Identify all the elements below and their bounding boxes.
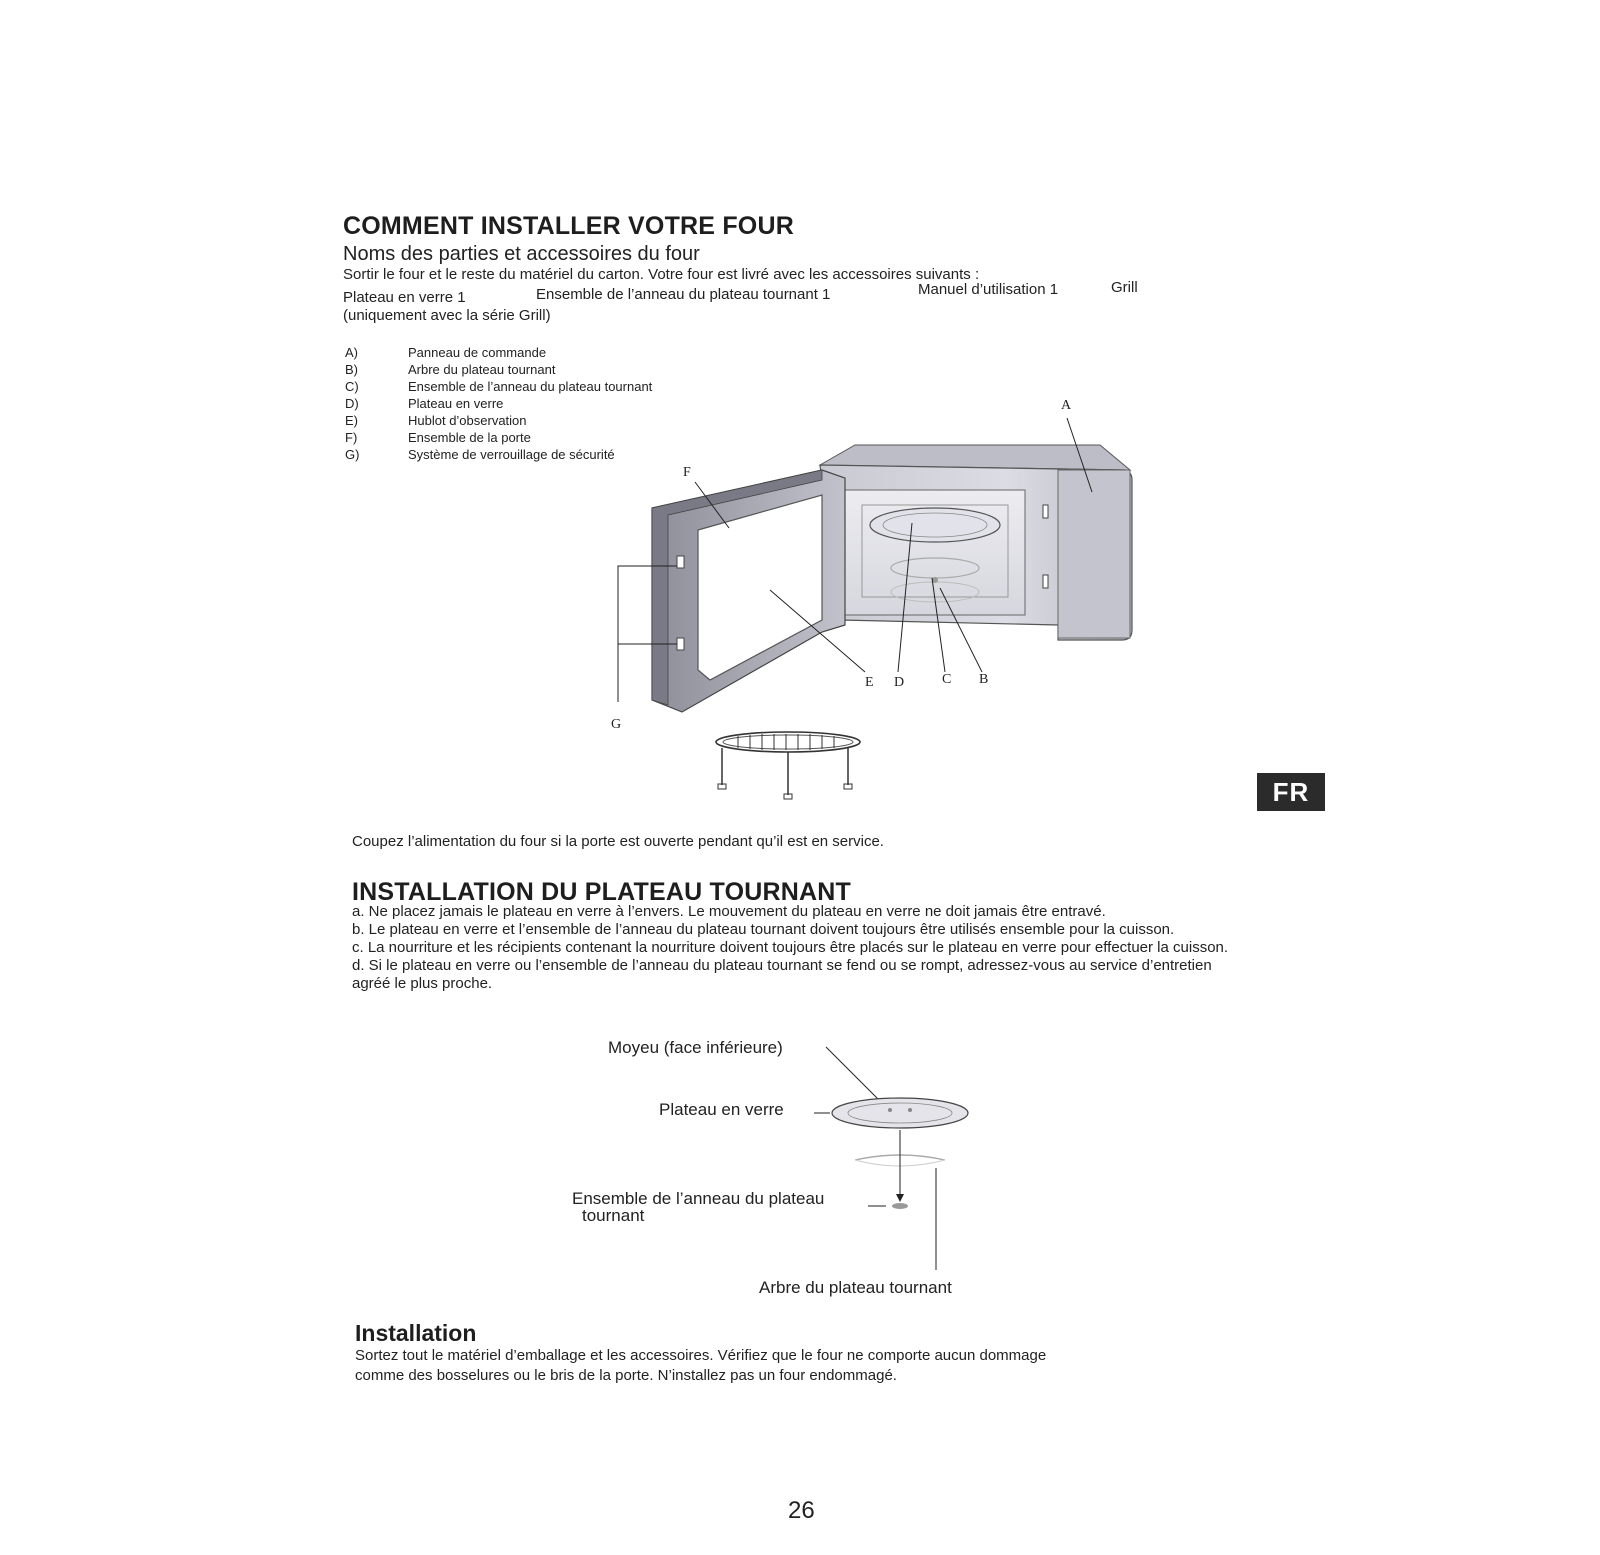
part-label: Panneau de commande bbox=[408, 345, 547, 360]
part-key: G) bbox=[345, 447, 360, 462]
warning-text: Coupez l’alimentation du four si la porte est ouverte pendant qu’il est en service. bbox=[352, 833, 884, 850]
latch-slot-top bbox=[1043, 505, 1048, 518]
instruction-item: d. Si le plateau en verre ou l’ensemble de l’anneau du plateau tournant se fend ou se rompt, adressez-vous au service d’entretien agréé le plus proche. bbox=[352, 957, 1212, 992]
installation-text-line1: Sortez tout le matériel d’emballage et les accessoires. Vérifiez que le four ne comporte aucun dommage bbox=[355, 1347, 1047, 1364]
part-key: D) bbox=[345, 396, 359, 411]
instruction-item: a. Ne placez jamais le plateau en verre à l’envers. Le mouvement du plateau en verre ne doit jamais être entravé. bbox=[352, 903, 1106, 920]
diagram-label-b: B bbox=[979, 672, 989, 687]
accessory-manual: Manuel d’utilisation 1 bbox=[918, 281, 1059, 298]
intro-text: Sortir le four et le reste du matériel du carton. Votre four est livré avec les accessoires suivants : bbox=[343, 266, 980, 283]
turntable-label-shaft: Arbre du plateau tournant bbox=[759, 1278, 952, 1297]
turntable-diagram bbox=[814, 1047, 968, 1270]
installation-text-line2: comme des bosselures ou le bris de la porte. N’installez pas un four endommagé. bbox=[355, 1367, 897, 1384]
diagram-label-g: G bbox=[611, 717, 622, 732]
section-title-install-oven: COMMENT INSTALLER VOTRE FOUR bbox=[343, 212, 794, 240]
turntable-label-hub: Moyeu (face inférieure) bbox=[608, 1038, 783, 1057]
turntable-instructions bbox=[352, 903, 1232, 993]
part-label: Plateau en verre bbox=[408, 396, 504, 411]
part-label: Arbre du plateau tournant bbox=[408, 362, 556, 377]
accessory-grill-note: (uniquement avec la série Grill) bbox=[343, 307, 551, 324]
part-label: Ensemble de la porte bbox=[408, 430, 531, 445]
section-subtitle-parts: Noms des parties et accessoires du four bbox=[343, 243, 700, 265]
page-number: 26 bbox=[788, 1497, 815, 1524]
door-latch-bottom bbox=[677, 638, 684, 650]
section-title-turntable: INSTALLATION DU PLATEAU TOURNANT bbox=[352, 878, 851, 906]
accessory-grill: Grill bbox=[1111, 279, 1138, 296]
part-key: A) bbox=[345, 345, 358, 360]
accessory-ring-assembly: Ensemble de l’anneau du plateau tournant 1 bbox=[536, 286, 831, 303]
control-panel bbox=[1058, 470, 1130, 638]
diagram-label-a: A bbox=[1061, 398, 1072, 413]
door-latch-top bbox=[677, 556, 684, 568]
grill-rack bbox=[716, 732, 860, 799]
language-badge: FR bbox=[1257, 773, 1325, 811]
diagram-label-e: E bbox=[865, 675, 874, 690]
part-key: E) bbox=[345, 413, 358, 428]
part-label: Système de verrouillage de sécurité bbox=[408, 447, 615, 462]
instruction-item: c. La nourriture et les récipients contenant la nourriture doivent toujours être placés sur le plateau en verre pour effectuer la cuisson. bbox=[352, 939, 1229, 956]
part-key: F) bbox=[345, 430, 358, 445]
diagram-label-c: C bbox=[942, 672, 952, 687]
part-label: Hublot d’observation bbox=[408, 413, 527, 428]
part-key: C) bbox=[345, 379, 359, 394]
latch-slot-bottom bbox=[1043, 575, 1048, 588]
turntable-label-ring-line1: Ensemble de l’anneau du plateau bbox=[572, 1189, 825, 1208]
part-key: B) bbox=[345, 362, 358, 377]
turntable-label-ring-line2: tournant bbox=[582, 1206, 645, 1225]
diagram-label-d: D bbox=[894, 675, 905, 690]
turntable-label-plate: Plateau en verre bbox=[659, 1100, 784, 1119]
part-label: Ensemble de l’anneau du plateau tournant bbox=[408, 379, 653, 394]
diagram-label-f: F bbox=[683, 465, 691, 480]
section-title-installation: Installation bbox=[355, 1320, 477, 1346]
instruction-item: b. Le plateau en verre et l’ensemble de l’anneau du plateau tournant doivent toujours être utilisés ensemble pour la cuisson. bbox=[352, 921, 1175, 938]
accessory-glass-tray: Plateau en verre 1 bbox=[343, 289, 466, 306]
